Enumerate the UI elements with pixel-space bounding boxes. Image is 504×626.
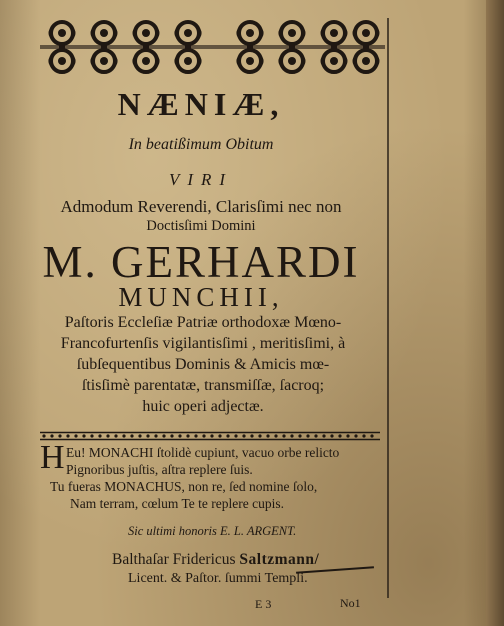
decorative-rule <box>40 426 380 436</box>
rule-dot <box>370 434 373 437</box>
page-edge <box>486 0 504 626</box>
rule-dot <box>138 434 141 437</box>
rule-dot <box>266 434 269 437</box>
poem-line: Pignoribus juſtis, aſtra replere ſuis. <box>66 462 253 477</box>
signatory-name-handwritten: Saltzmann/ <box>239 551 320 568</box>
rule-dot <box>82 434 85 437</box>
rule-dot <box>298 434 301 437</box>
rule-dot <box>250 434 253 437</box>
rule-dot <box>194 434 197 437</box>
rule-dot <box>66 434 69 437</box>
rule-dot <box>162 434 165 437</box>
rule-dot <box>122 434 125 437</box>
rule-dot <box>274 434 277 437</box>
rule-dot <box>178 434 181 437</box>
rule-dot <box>306 434 309 437</box>
rule-dot <box>330 434 333 437</box>
description-line: ſubſequentibus Dominis & Amicis mœ- <box>76 356 330 373</box>
poem-line: Tu fueras MONACHUS, non re, ſed nomine ſolo, <box>50 479 318 494</box>
ornament-graphic <box>40 18 385 76</box>
subtitle: In beatißimum Obitum <box>128 136 274 153</box>
name-line-1: M. GERHARDI <box>42 237 360 287</box>
rule-dot <box>290 434 293 437</box>
rule-dot <box>322 434 325 437</box>
rule-dot <box>210 434 213 437</box>
description-line: huic operi adjectæ. <box>142 398 264 415</box>
signatory-title: Licent. & Paſtor. ſummi Templi. <box>128 571 308 586</box>
honorific-line-1: Admodum Reverendi, Clarisſimi nec non <box>60 197 342 216</box>
rule-dot <box>258 434 261 437</box>
rule-dot <box>226 434 229 437</box>
rule-dot <box>58 434 61 437</box>
rule-dot <box>98 434 101 437</box>
rule-dot <box>218 434 221 437</box>
honorific-line-2: Doctisſimi Domini <box>146 218 256 234</box>
margin-rule <box>387 18 389 598</box>
rule-dot <box>362 434 365 437</box>
name-line-2: MUNCHII, <box>118 282 284 312</box>
rule-dot <box>170 434 173 437</box>
page-title: NÆNIÆ, <box>117 86 285 122</box>
rule-dot <box>282 434 285 437</box>
decorative-rule-graphic <box>40 431 380 441</box>
rule-dot <box>50 434 53 437</box>
signature-mark: E 3 <box>255 597 272 611</box>
ornament-band <box>40 18 385 76</box>
description-line: Francofurtenſis vigilantisſimi , meritisſimi, à <box>60 335 346 352</box>
ascription: Sic ultimi honoris E. L. ARGENT. <box>128 524 297 538</box>
rule-dot <box>234 434 237 437</box>
rule-dot <box>90 434 93 437</box>
rule-dot <box>74 434 77 437</box>
rule-dot <box>42 434 45 437</box>
ornament-band-line <box>40 45 385 49</box>
rule-dot <box>346 434 349 437</box>
viri-line: VIRI <box>168 170 234 189</box>
signatory-name-printed: Balthaſar Fridericus <box>112 551 236 568</box>
rule-dot <box>338 434 341 437</box>
rule-dot <box>106 434 109 437</box>
rule-dot <box>186 434 189 437</box>
rule-dot <box>202 434 205 437</box>
signatory-name <box>112 551 319 569</box>
catchword: No1 <box>340 596 361 610</box>
poem-line: Nam terram, cœlum Te te replere cupis. <box>70 496 284 511</box>
rule-dot <box>114 434 117 437</box>
rule-dot <box>154 434 157 437</box>
rule-dot <box>354 434 357 437</box>
description-line: Paſtoris Eccleſiæ Patriæ orthodoxæ Mœno- <box>64 314 342 331</box>
poem-dropcap: H <box>40 439 65 476</box>
rule-dot <box>146 434 149 437</box>
rule-dot <box>242 434 245 437</box>
rule-dot <box>130 434 133 437</box>
description-line: ſtisſimè parentatæ, transmiſſæ, ſacroq; <box>81 377 325 394</box>
rule-dot <box>314 434 317 437</box>
poem-line: Eu! MONACHI ſtolidè cupiunt, vacuo orbe relicto <box>66 445 340 460</box>
